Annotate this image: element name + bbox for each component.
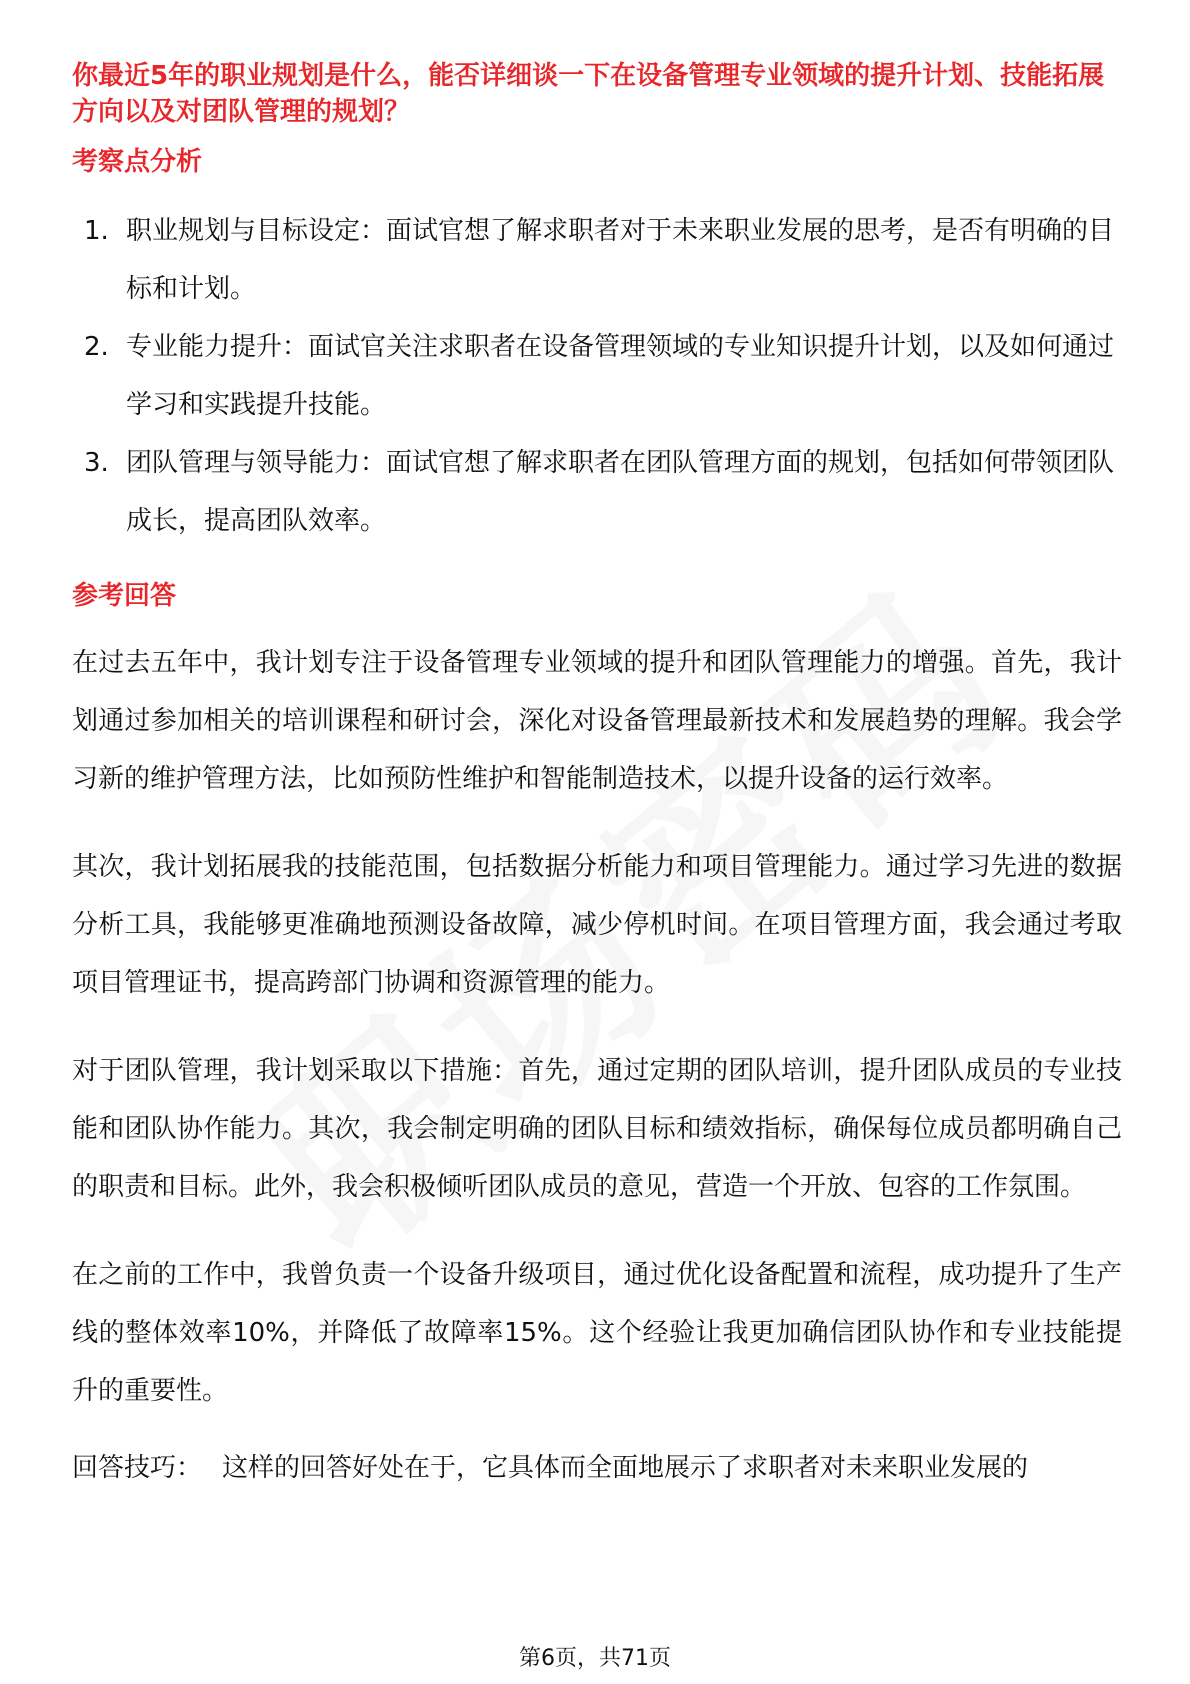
question-title: 你最近5年的职业规划是什么，能否详细谈一下在设备管理专业领域的提升计划、技能拓展方向以及对团队管理的规划？ [72, 61, 1105, 127]
answer-paragraph: 对于团队管理，我计划采取以下措施：首先，通过定期的团队培训，提升团队成员的专业技能和团队协作能力。其次，我会制定明确的团队目标和绩效指标，确保每位成员都明确自己的职责和目标。此外，我会积极倾听团队成员的意见，营造一个开放、包容的工作氛围。 [72, 1056, 1122, 1202]
list-number: 3. [84, 448, 109, 478]
document-page [72, 58, 1122, 1486]
answer-heading: 参考回答 [72, 581, 177, 611]
analysis-heading: 考察点分析 [72, 147, 203, 177]
analysis-item [72, 318, 1122, 434]
answer-body [72, 634, 1122, 1486]
analysis-item-text: 团队管理与领导能力：面试官想了解求职者在团队管理方面的规划，包括如何带领团队成长，提高团队效率。 [126, 448, 1115, 536]
answer-tip [72, 1450, 1122, 1486]
answer-paragraph: 其次，我计划拓展我的技能范围，包括数据分析能力和项目管理能力。通过学习先进的数据分析工具，我能够更准确地预测设备故障，减少停机时间。在项目管理方面，我会通过考取项目管理证书，提高跨部门协调和资源管理的能力。 [72, 852, 1122, 998]
page-footer: 第6页，共71页 [519, 1646, 671, 1671]
analysis-item [72, 434, 1122, 550]
analysis-item-text: 专业能力提升：面试官关注求职者在设备管理领域的专业知识提升计划，以及如何通过学习和实践提升技能。 [126, 332, 1115, 420]
answer-paragraph: 在过去五年中，我计划专注于设备管理专业领域的提升和团队管理能力的增强。首先，我计划通过参加相关的培训课程和研讨会，深化对设备管理最新技术和发展趋势的理解。我会学习新的维护管理方法，比如预防性维护和智能制造技术，以提升设备的运行效率。 [72, 648, 1122, 794]
analysis-item [72, 202, 1122, 318]
analysis-item-text: 职业规划与目标设定：面试官想了解求职者对于未来职业发展的思考，是否有明确的目标和计划。 [126, 216, 1115, 304]
tip-text: 这样的回答好处在于，它具体而全面地展示了求职者对未来职业发展的 [222, 1453, 1029, 1483]
list-number: 2. [84, 332, 109, 362]
list-number: 1. [84, 216, 109, 246]
tip-label: 回答技巧： [72, 1453, 203, 1483]
analysis-list [72, 202, 1122, 550]
answer-paragraph: 在之前的工作中，我曾负责一个设备升级项目，通过优化设备配置和流程，成功提升了生产线的整体效率10%，并降低了故障率15%。这个经验让我更加确信团队协作和专业技能提升的重要性。 [72, 1260, 1122, 1406]
